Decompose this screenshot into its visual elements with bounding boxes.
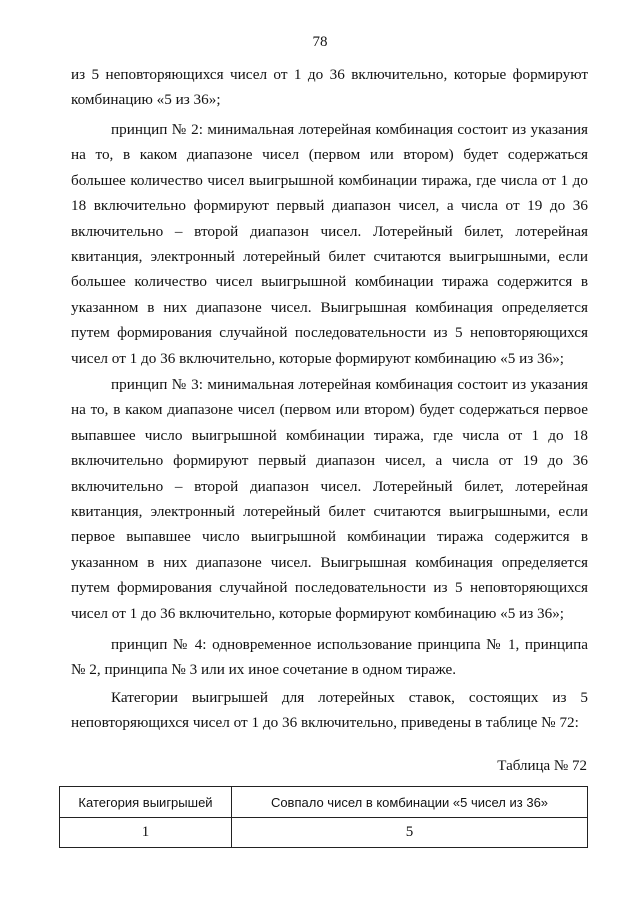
- table-cell-category: 1: [60, 818, 232, 848]
- prize-table: [59, 786, 588, 848]
- paragraph-principle-2: принцип № 2: минимальная лотерейная комбинация состоит из указания на то, в каком диапазоне чисел (первом или втором) будет содержаться большее количество чисел выигрышной комбинации тиража, где числа от 1 до 18 включительно формируют первый диапазон чисел, а числа от 19 до 36 включительно – второй диапазон чисел. Лотерейный билет, лотерейная квитанция, электронный лотерейный билет считаются выигрышными, если большее количество чисел выигрышной комбинации тиража содержится в указанном в них диапазоне чисел. Выигрышная комбинация определяется путем формирования случайной последовательности из 5 неповторяющихся чисел от 1 до 36 включительно, которые формируют комбинацию «5 из 36»;: [71, 121, 588, 367]
- table-cell-matched: 5: [232, 818, 588, 848]
- paragraph-principle-4: принцип № 4: одновременное использование принципа № 1, принципа № 2, принципа № 3 или их иное сочетание в одном тираже.: [71, 636, 588, 679]
- paragraph-table-intro: Категории выигрышей для лотерейных ставок, состоящих из 5 неповторяющихся чисел от 1 до 36 включительно, приведены в таблице № 72:: [71, 689, 588, 732]
- table-row: [60, 818, 588, 848]
- page-number: 78: [312, 34, 328, 50]
- column-header-matched: Совпало чисел в комбинации «5 чисел из 36»: [232, 787, 588, 818]
- paragraph-principle-3: принцип № 3: минимальная лотерейная комбинация состоит из указания на то, в каком диапазоне чисел (первом или втором) будет содержаться первое выпавшее число выигрышной комбинации тиража, где числа от 1 до 18 включительно формируют первый диапазон чисел, а числа от 19 до 36 включительно – второй диапазон чисел. Лотерейный билет, лотерейная квитанция, электронный лотерейный билет считаются выигрышными, если первое выпавшее число выигрышной комбинации тиража содержится в указанном в них диапазоне чисел. Выигрышная комбинация определяется путем формирования случайной последовательности из 5 неповторяющихся чисел от 1 до 36 включительно, которые формируют комбинацию «5 из 36»;: [71, 376, 588, 622]
- column-header-category: Категория выигрышей: [60, 787, 232, 818]
- table-caption: Таблица № 72: [497, 758, 587, 774]
- paragraph-continuation: из 5 неповторяющихся чисел от 1 до 36 включительно, которые формируют комбинацию «5 из 36»;: [71, 66, 588, 109]
- table-header-row: [60, 787, 588, 818]
